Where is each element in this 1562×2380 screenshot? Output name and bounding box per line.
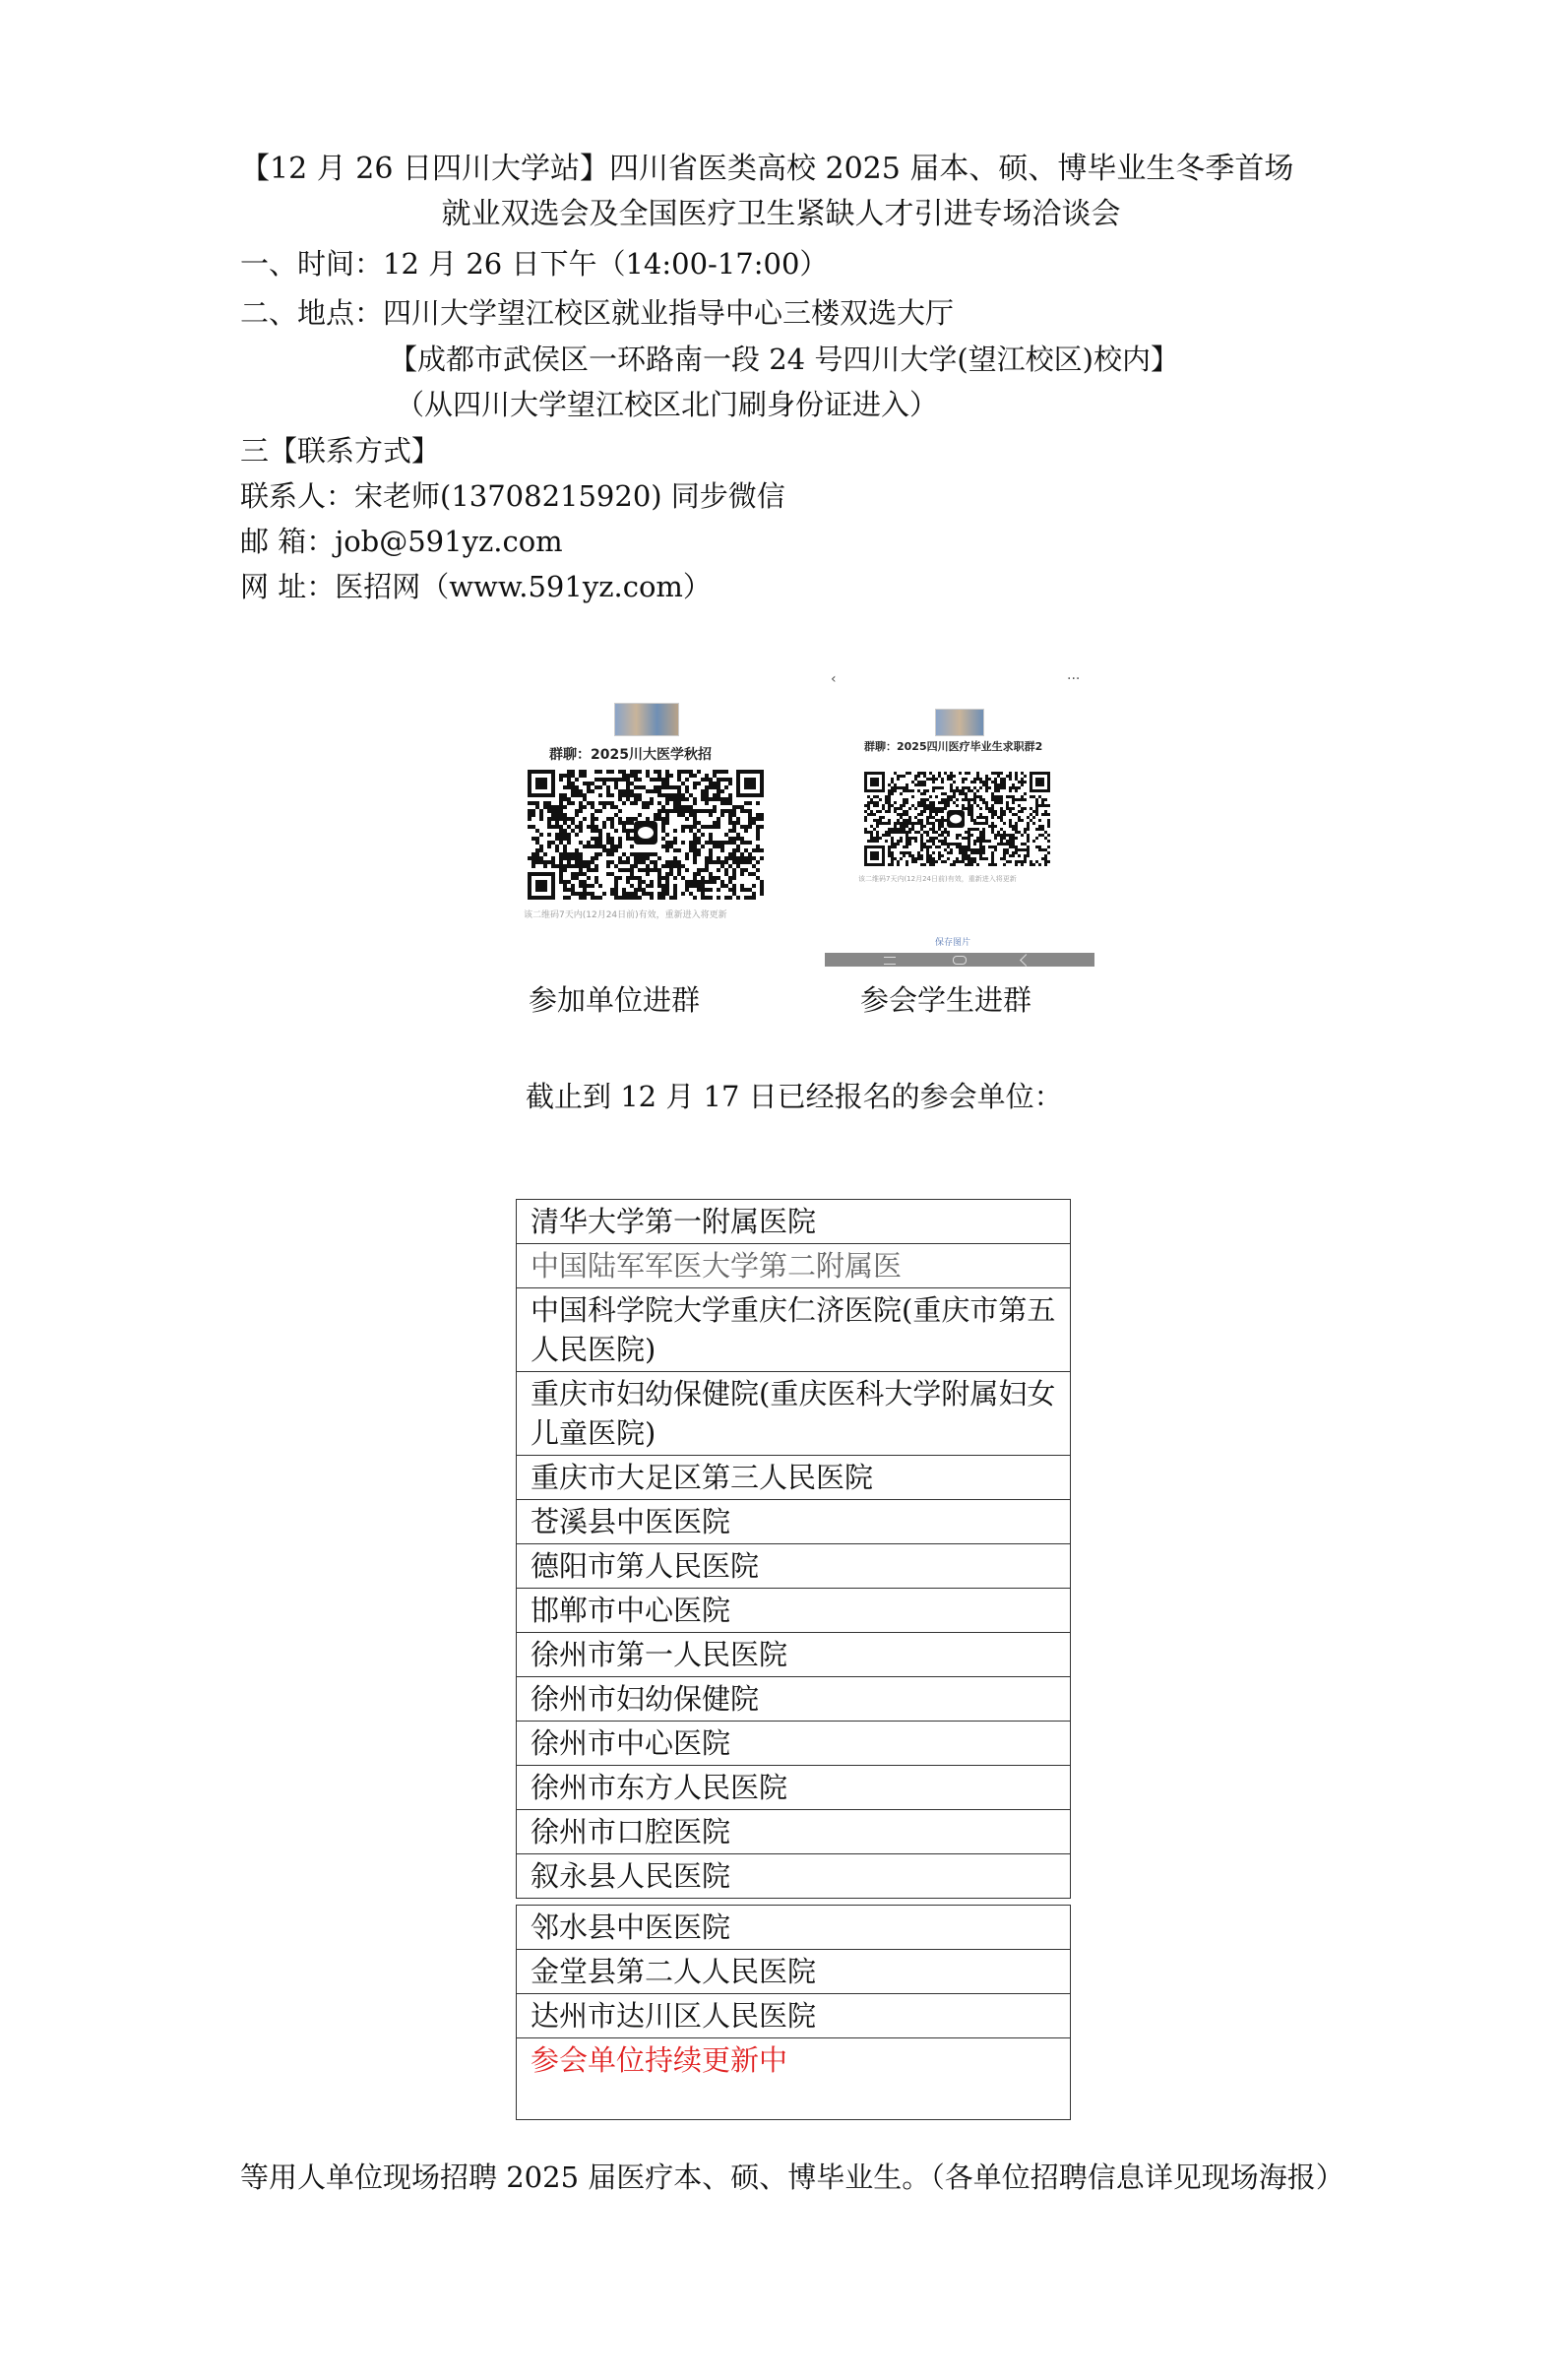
table-row (517, 2038, 1071, 2120)
qr-code-right (864, 772, 1051, 866)
qr-code-left (528, 770, 764, 900)
qr-right-expire-note: 该二维码7天内(12月24日前)有效，重新进入将更新 (858, 875, 1017, 883)
unit-name: 徐州市东方人民医院 (517, 1766, 1071, 1810)
unit-name: 徐州市口腔医院 (517, 1810, 1071, 1854)
nav-home-icon[interactable] (953, 956, 967, 965)
phone-nav-bar (825, 953, 1094, 967)
contact-person: 联系人：宋老师(13708215920) 同步微信 (240, 479, 785, 513)
title-line-1: 【12 月 26 日四川大学站】四川省医类高校 2025 届本、硕、博毕业生冬季首场 (240, 152, 1294, 186)
units-heading: 截止到 12 月 17 日已经报名的参会单位： (526, 1080, 1063, 1113)
table-row (517, 1633, 1071, 1677)
unit-name: 重庆市大足区第三人民医院 (517, 1456, 1071, 1500)
unit-name: 中国陆军军医大学第二附属医 (517, 1244, 1071, 1288)
qr-left-group-name: 群聊：2025川大医学秋招 (549, 747, 712, 763)
table-row (517, 1906, 1071, 1950)
qr-right-caption: 参会学生进群 (860, 983, 1032, 1017)
group-avatar (935, 709, 984, 736)
table-row (517, 1456, 1071, 1500)
back-icon[interactable]: ‹ (831, 671, 837, 687)
group-avatar (614, 703, 679, 736)
table-row (517, 1854, 1071, 1899)
table-row (517, 1722, 1071, 1766)
nav-menu-icon[interactable] (884, 957, 896, 965)
unit-name: 苍溪县中医医院 (517, 1500, 1071, 1544)
more-icon[interactable]: ··· (1067, 671, 1081, 687)
unit-name: 邯郸市中心医院 (517, 1589, 1071, 1633)
event-time: 一、时间：12 月 26 日下午（14:00-17:00） (240, 247, 829, 281)
contact-heading: 三【联系方式】 (240, 434, 441, 468)
unit-name: 徐州市第一人民医院 (517, 1633, 1071, 1677)
qr-left-caption: 参加单位进群 (529, 983, 701, 1017)
table-row (517, 1372, 1071, 1456)
qr-left-expire-note: 该二维码7天内(12月24日前)有效，重新进入将更新 (524, 910, 727, 920)
unit-name: 重庆市妇幼保健院(重庆医科大学附属妇女儿童医院) (517, 1372, 1071, 1456)
table-row (517, 1200, 1071, 1244)
unit-name: 叙永县人民医院 (517, 1854, 1071, 1899)
unit-name: 邻水县中医医院 (517, 1906, 1071, 1950)
table-row (517, 1500, 1071, 1544)
qr-left-screenshot (512, 689, 778, 955)
event-entry: （从四川大学望江校区北门刷身份证进入） (396, 388, 939, 421)
table-row (517, 1288, 1071, 1372)
event-address: 【成都市武侯区一环路南一段 24 号四川大学(望江校区)校内】 (389, 343, 1179, 376)
table-row (517, 1244, 1071, 1288)
units-table-2 (516, 1905, 1071, 2120)
table-row (517, 1677, 1071, 1722)
updating-note: 参会单位持续更新中 (517, 2038, 1071, 2120)
qr-right-screenshot (825, 669, 1094, 967)
contact-website: 网 址：医招网（www.591yz.com） (240, 570, 712, 603)
contact-email: 邮 箱：job@591yz.com (240, 525, 563, 558)
qr-right-group-name: 群聊：2025四川医疗毕业生求职群2 (864, 740, 1043, 753)
table-row (517, 1994, 1071, 2038)
unit-name: 徐州市妇幼保健院 (517, 1677, 1071, 1722)
unit-name: 中国科学院大学重庆仁济医院(重庆市第五人民医院) (517, 1288, 1071, 1372)
unit-name: 达州市达川区人民医院 (517, 1994, 1071, 2038)
footer-text: 等用人单位现场招聘 2025 届医疗本、硕、博毕业生。（各单位招聘信息详见现场海报） (240, 2161, 1344, 2194)
table-row (517, 1544, 1071, 1589)
table-row (517, 1766, 1071, 1810)
table-row (517, 1810, 1071, 1854)
save-image-button[interactable]: 保存图片 (935, 938, 971, 948)
table-row (517, 1589, 1071, 1633)
unit-name: 徐州市中心医院 (517, 1722, 1071, 1766)
unit-name: 金堂县第二人人民医院 (517, 1950, 1071, 1994)
title-line-2: 就业双选会及全国医疗卫生紧缺人才引进专场洽谈会 (441, 197, 1121, 231)
nav-back-icon[interactable] (1020, 954, 1032, 967)
unit-name: 清华大学第一附属医院 (517, 1200, 1071, 1244)
table-row (517, 1950, 1071, 1994)
event-place: 二、地点：四川大学望江校区就业指导中心三楼双选大厅 (240, 296, 955, 330)
units-table-1 (516, 1199, 1071, 1899)
unit-name: 德阳市第人民医院 (517, 1544, 1071, 1589)
